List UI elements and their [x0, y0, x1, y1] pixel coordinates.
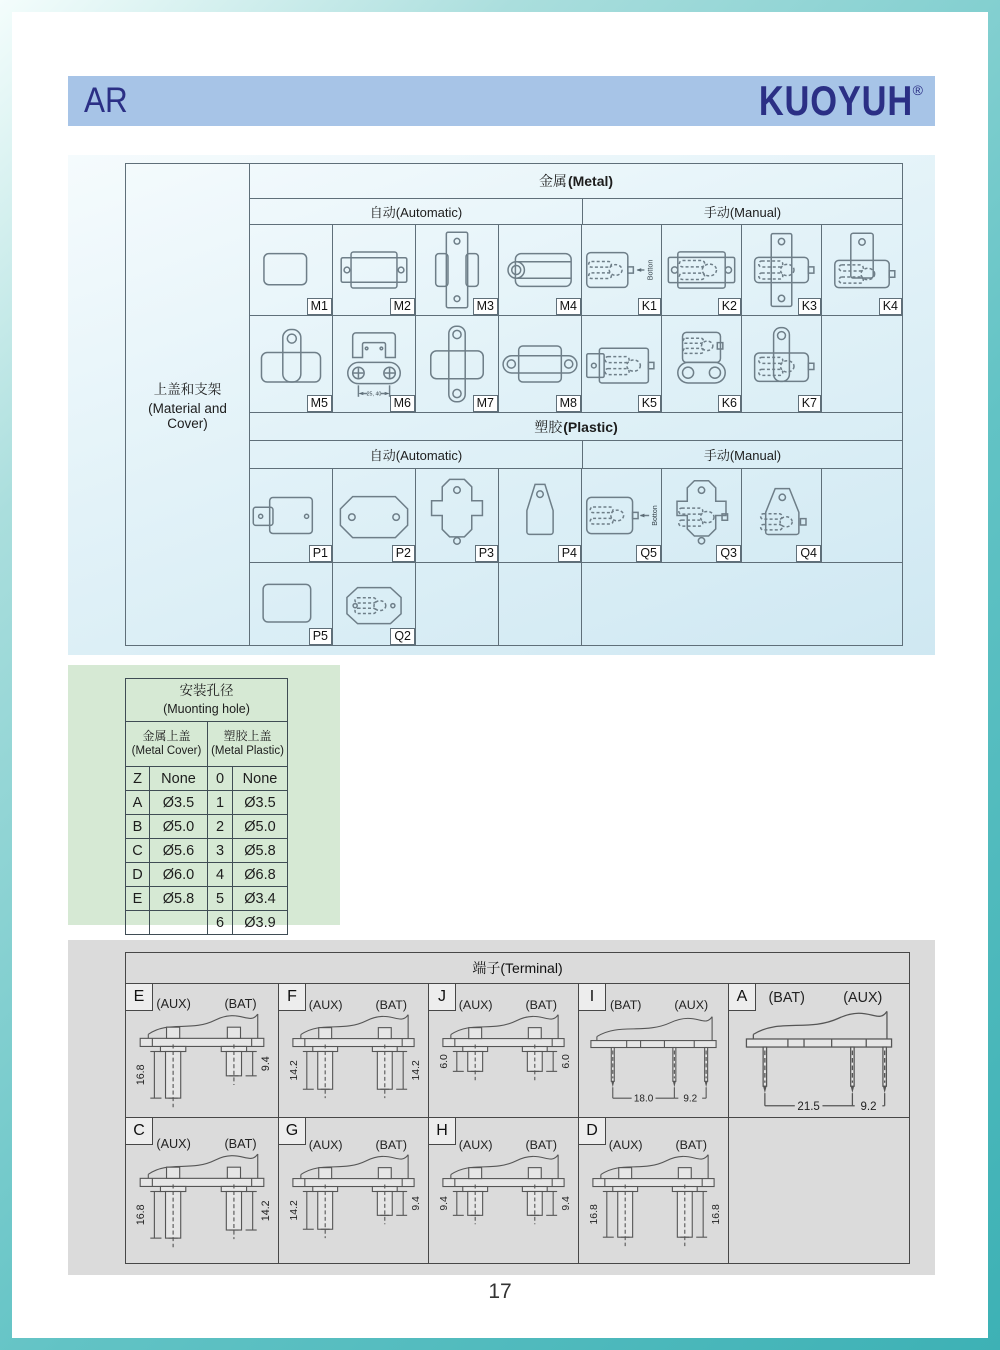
part-label-p2: P2 [392, 545, 415, 562]
plastic-parts-row-1 [250, 469, 902, 563]
svg-text:14.2: 14.2 [411, 1060, 423, 1081]
terminal-cell-h [429, 1118, 579, 1263]
plastic-subheader-row [250, 441, 902, 469]
terminal-letter-f: F [279, 984, 306, 1011]
part-label-p1: P1 [309, 545, 332, 562]
svg-text:25, 40: 25, 40 [366, 391, 382, 398]
svg-text:16.8: 16.8 [135, 1204, 148, 1226]
svg-text:(AUX): (AUX) [156, 1136, 191, 1151]
svg-text:(BAT): (BAT) [525, 1137, 557, 1152]
plastic-automatic-header: 自动(Automatic) [250, 441, 583, 468]
plastic-parts-row-2 [250, 563, 902, 645]
mounting-title-en: (Muonting hole) [163, 701, 250, 716]
svg-text:(AUX): (AUX) [458, 997, 493, 1012]
material-cover-panel [68, 155, 935, 655]
svg-text:(AUX): (AUX) [458, 1137, 493, 1152]
part-cell-k6 [662, 316, 742, 412]
part-label-k5: K5 [638, 395, 661, 412]
part-cell-p5 [250, 563, 333, 645]
page-number: 17 [488, 1280, 512, 1303]
mounting-hole-panel [68, 665, 340, 931]
svg-text:(BAT): (BAT) [375, 1137, 407, 1152]
part-label-k1: K1 [638, 298, 661, 315]
part-cell-m4 [499, 225, 582, 315]
svg-text:16.8: 16.8 [135, 1064, 148, 1086]
part-cell-k4 [822, 225, 902, 315]
svg-text:18.0: 18.0 [633, 1093, 654, 1105]
part-cell-q3 [662, 469, 742, 562]
mounting-row: D Ø6.0 4 Ø6.8 [126, 863, 288, 887]
terminal-letter-j: J [429, 984, 456, 1011]
metal-parts-row-1 [250, 225, 902, 316]
part-label-p4: P4 [558, 545, 581, 562]
terminal-letter-i: I [579, 984, 606, 1011]
mounting-row: 6 Ø3.9 [126, 911, 288, 935]
terminal-cell-a [729, 984, 909, 1117]
part-cell-p2 [333, 469, 416, 562]
model-title: AR [84, 81, 128, 120]
metal-header [250, 164, 902, 199]
terminal-cell-empty [729, 1118, 909, 1263]
svg-text:14.2: 14.2 [288, 1060, 300, 1081]
part-cell-k1 [582, 225, 662, 315]
plastic-cover-column-header: 塑胶上盖 (Metal Plastic) [208, 722, 288, 767]
svg-text:(BAT): (BAT) [375, 997, 407, 1012]
svg-text:(BAT): (BAT) [675, 1137, 707, 1152]
part-label-k2: K2 [718, 298, 741, 315]
part-cell-empty [822, 469, 902, 562]
plastic-header-en: (Plastic) [563, 418, 618, 435]
terminal-cell-d [579, 1118, 729, 1263]
part-label-k6: K6 [718, 395, 741, 412]
terminal-row-1 [126, 984, 909, 1118]
part-cell-m7 [416, 316, 499, 412]
part-label-m3: M3 [473, 298, 498, 315]
terminal-cell-f [279, 984, 429, 1117]
part-cell-m6 [333, 316, 416, 412]
svg-text:(AUX): (AUX) [608, 1137, 643, 1152]
part-cell-k3 [742, 225, 822, 315]
part-label-k4: K4 [879, 298, 902, 315]
svg-text:9.4: 9.4 [561, 1196, 573, 1211]
svg-text:(BAT): (BAT) [768, 990, 805, 1007]
part-label-p5: P5 [309, 628, 332, 645]
metal-manual-header: 手动(Manual) [703, 205, 782, 220]
part-cell-m1 [250, 225, 333, 315]
metal-automatic-header: 自动(Automatic) [250, 199, 583, 224]
terminal-cell-i [579, 984, 729, 1117]
plastic-header [250, 413, 902, 441]
svg-text:21.5: 21.5 [797, 1100, 820, 1113]
material-cover-table [125, 163, 903, 646]
terminal-cell-c [126, 1118, 279, 1263]
mounting-title-cn: 安装孔径 [179, 683, 234, 699]
svg-text:(AUX): (AUX) [156, 996, 191, 1011]
terminal-panel [68, 940, 935, 1275]
svg-text:14.2: 14.2 [288, 1200, 300, 1221]
mounting-row: A Ø3.5 1 Ø3.5 [126, 791, 288, 815]
svg-text:(AUX): (AUX) [308, 1137, 343, 1152]
svg-text:Botton: Botton [646, 259, 655, 281]
svg-text:(BAT): (BAT) [224, 1136, 257, 1151]
svg-text:6.0: 6.0 [438, 1054, 450, 1069]
metal-header-en: (Metal) [567, 173, 614, 189]
metal-subheader-row [250, 199, 902, 225]
part-label-m4: M4 [556, 298, 581, 315]
svg-text:9.4: 9.4 [411, 1196, 423, 1211]
part-cell-empty [822, 316, 902, 412]
catalog-page [12, 12, 988, 1338]
part-cell-p4 [499, 469, 582, 562]
svg-text:Botton: Botton [651, 505, 660, 526]
part-label-m2: M2 [390, 298, 415, 315]
svg-text:(AUX): (AUX) [308, 997, 343, 1012]
svg-text:(BAT): (BAT) [224, 996, 257, 1011]
svg-text:16.8: 16.8 [588, 1204, 600, 1225]
part-label-k7: K7 [798, 395, 821, 412]
svg-text:16.8: 16.8 [711, 1204, 723, 1225]
terminal-letter-h: H [429, 1118, 456, 1145]
terminal-letter-g: G [279, 1118, 306, 1145]
part-label-m6: M6 [390, 395, 415, 412]
part-cell-q2 [333, 563, 416, 645]
part-label-q3: Q3 [716, 545, 741, 562]
part-cell-k2 [662, 225, 742, 315]
part-cell-m2 [333, 225, 416, 315]
part-label-q5: Q5 [636, 545, 661, 562]
registered-mark: ® [912, 82, 923, 98]
part-cell-p3 [416, 469, 499, 562]
mounting-row: E Ø5.8 5 Ø3.4 [126, 887, 288, 911]
part-cell-k5 [582, 316, 662, 412]
svg-text:(AUX): (AUX) [674, 997, 709, 1012]
cover-row-label [126, 164, 250, 645]
terminal-cell-e [126, 984, 279, 1117]
svg-text:(BAT): (BAT) [525, 997, 557, 1012]
part-label-k3: K3 [798, 298, 821, 315]
terminal-letter-a: A [729, 984, 756, 1011]
part-cell-empty [499, 563, 582, 645]
metal-parts-row-2 [250, 316, 902, 413]
part-cell-m8 [499, 316, 582, 412]
svg-text:(BAT): (BAT) [609, 997, 642, 1012]
part-label-q2: Q2 [390, 628, 415, 645]
mounting-row: B Ø5.0 2 Ø5.0 [126, 815, 288, 839]
mounting-table-title [126, 679, 288, 722]
metal-cover-column-header: 金属上盖 (Metal Cover) [126, 722, 208, 767]
mounting-row: Z None 0 None [126, 767, 288, 791]
part-cell-q4 [742, 469, 822, 562]
part-cell-k7 [742, 316, 822, 412]
part-cell-empty [416, 563, 499, 645]
part-cell-q5 [582, 469, 662, 562]
terminal-letter-d: D [579, 1118, 606, 1145]
terminal-table [125, 952, 910, 1264]
svg-text:9.4: 9.4 [259, 1056, 272, 1072]
svg-text:14.2: 14.2 [259, 1200, 272, 1222]
svg-text:(AUX): (AUX) [843, 990, 883, 1007]
brand-name: KUOYUH [758, 77, 913, 124]
mounting-hole-table [125, 678, 288, 935]
part-label-p3: P3 [475, 545, 498, 562]
svg-text:9.2: 9.2 [860, 1100, 877, 1113]
plastic-manual-header: 手动(Manual) [703, 448, 782, 463]
part-label-m1: M1 [307, 298, 332, 315]
terminal-cell-j [429, 984, 579, 1117]
svg-text:9.2: 9.2 [683, 1093, 698, 1105]
terminal-cell-g [279, 1118, 429, 1263]
terminal-title: 端子(Terminal) [126, 953, 909, 984]
header-banner [68, 76, 935, 126]
part-cell-empty [582, 563, 902, 645]
mounting-row: C Ø5.6 3 Ø5.8 [126, 839, 288, 863]
terminal-row-2 [126, 1118, 909, 1263]
plastic-header-cn: 塑胶 [534, 418, 563, 435]
part-label-q4: Q4 [796, 545, 821, 562]
metal-header-cn: 金属 [538, 173, 567, 189]
part-cell-m3 [416, 225, 499, 315]
part-cell-p1 [250, 469, 333, 562]
terminal-letter-e: E [126, 984, 153, 1011]
terminal-diagram-a [729, 986, 909, 1115]
svg-text:6.0: 6.0 [561, 1054, 573, 1069]
brand-logo [725, 77, 923, 125]
svg-text:9.4: 9.4 [438, 1196, 450, 1211]
part-cell-m5 [250, 316, 333, 412]
cover-row-label-cn: 上盖和支架 [153, 382, 222, 397]
part-label-m5: M5 [307, 395, 332, 412]
part-label-m7: M7 [473, 395, 498, 412]
part-label-m8: M8 [556, 395, 581, 412]
cover-row-label-en: (Material and Cover) [148, 401, 227, 431]
terminal-letter-c: C [126, 1118, 153, 1145]
